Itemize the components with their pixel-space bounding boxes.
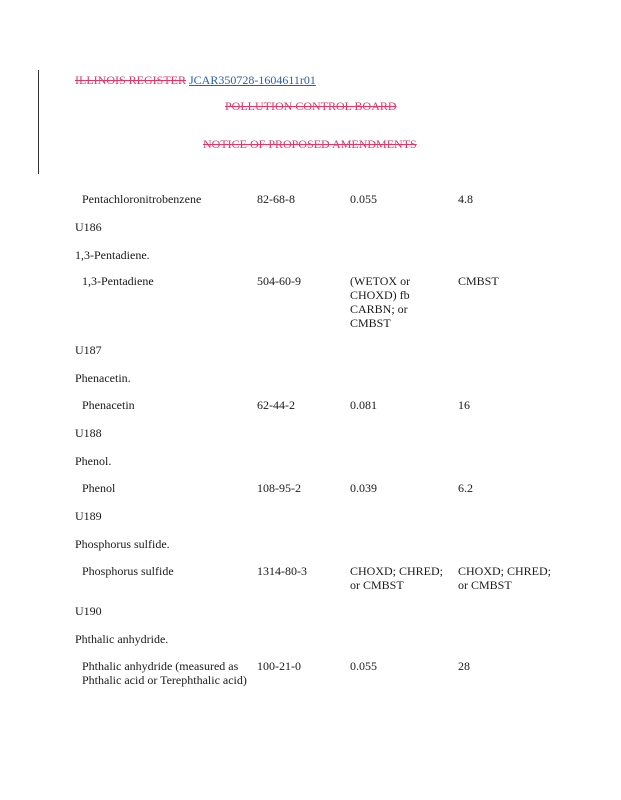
nonwastewater-standard: 28: [458, 659, 470, 673]
constituent-name: 1,3-Pentadiene: [82, 274, 154, 288]
waste-title: Phenol.: [75, 454, 112, 468]
wastewater-standard: 0.055: [350, 192, 377, 206]
register-header: [75, 73, 316, 88]
cas-number: 100-21-0: [257, 659, 301, 673]
cas-number: 504-60-9: [257, 274, 301, 288]
wastewater-standard: 0.081: [350, 398, 377, 412]
waste-title: 1,3-Pentadiene.: [75, 248, 150, 262]
cas-number: 1314-80-3: [257, 564, 307, 578]
notice-title: NOTICE OF PROPOSED AMENDMENTS: [203, 137, 417, 151]
waste-title: Phenacetin.: [75, 371, 131, 385]
waste-title: Phthalic anhydride.: [75, 632, 169, 646]
nonwastewater-standard: 6.2: [458, 481, 473, 495]
nonwastewater-standard: 16: [458, 398, 470, 412]
constituent-name: Pentachloronitrobenzene: [82, 192, 202, 206]
board-title: POLLUTION CONTROL BOARD: [225, 99, 397, 113]
waste-code: U189: [75, 509, 102, 523]
wastewater-standard: 0.039: [350, 481, 377, 495]
cas-number: 62-44-2: [257, 398, 295, 412]
cas-number: 82-68-8: [257, 192, 295, 206]
waste-code: U186: [75, 220, 102, 234]
nonwastewater-standard: CHOXD; CHRED; or CMBST: [458, 564, 552, 592]
waste-code: U190: [75, 604, 102, 618]
cas-number: 108-95-2: [257, 481, 301, 495]
nonwastewater-standard: CMBST: [458, 274, 499, 288]
waste-title: Phosphorus sulfide.: [75, 537, 170, 551]
register-id-inserted: JCAR350728-1604611r01: [189, 73, 316, 87]
waste-code: U187: [75, 343, 102, 357]
register-title-deleted: ILLINOIS REGISTER: [75, 73, 186, 87]
constituent-name: Phenacetin: [82, 398, 135, 412]
constituent-name: Phenol: [82, 481, 116, 495]
constituent-name: Phthalic anhydride (measured as Phthalic acid or Terephthalic acid): [82, 659, 247, 687]
constituent-name: Phosphorus sulfide: [82, 564, 174, 578]
wastewater-standard: CHOXD; CHRED; or CMBST: [350, 564, 444, 592]
wastewater-standard: (WETOX or CHOXD) fb CARBN; or CMBST: [350, 274, 411, 330]
waste-code: U188: [75, 426, 102, 440]
nonwastewater-standard: 4.8: [458, 192, 473, 206]
wastewater-standard: 0.055: [350, 659, 377, 673]
revision-margin-bar: [38, 70, 39, 174]
